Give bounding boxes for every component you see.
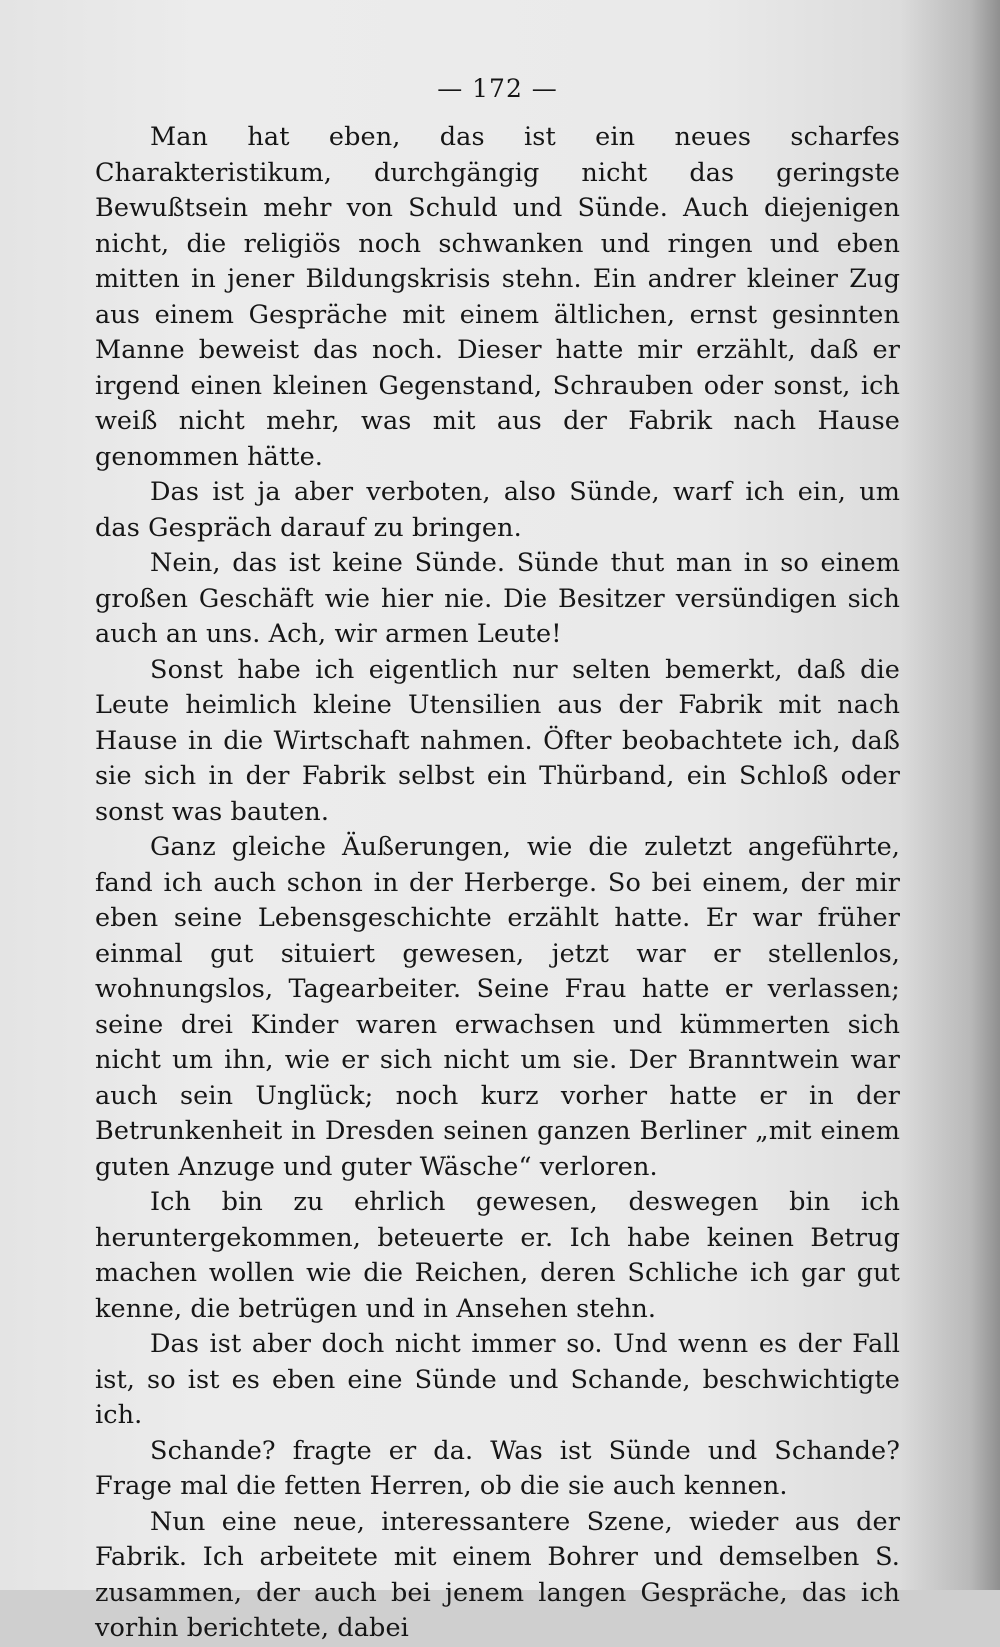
page-number: — 172 —	[437, 74, 558, 103]
paragraph-5: Ganz gleiche Äußerungen, wie die zuletzt angeführte, fand ich auch schon in der Herberge. So bei einem, der mir eben seine Lebensgeschichte erzählt hatte. Er war früher einmal gut situiert gewesen, jetzt war er stellenlos, wohnungslos, Tagearbeiter. Seine Frau hatte er verlassen; seine drei Kinder waren erwachsen und kümmerten sich nicht um ihn, wie er sich nicht um sie. Der Branntwein war auch sein Unglück; noch kurz vorher hatte er in der Betrunkenheit in Dresden seinen ganzen Berliner „mit einem guten Anzuge und guter Wäsche“ verloren.	[95, 832, 900, 1182]
paragraph-1: Man hat eben, das ist ein neues scharfes Charakteristikum, durchgängig nicht das geringste Bewußtsein mehr von Schuld und Sünde. Auch diejenigen nicht, die religiös noch schwanken und ringen und eben mitten in jener Bildungskrisis stehn. Ein andrer kleiner Zug aus einem Gespräche mit einem ältlichen, ernst gesinnten Manne beweist das noch. Dieser hatte mir erzählt, daß er irgend einen kleinen Gegenstand, Schrauben oder sonst, ich weiß nicht mehr, was mit aus der Fabrik nach Hause genommen hätte.	[95, 122, 900, 472]
paragraph-3: Nein, das ist keine Sünde. Sünde thut man in so einem großen Geschäft wie hier nie. Die Besitzer versündigen sich auch an uns. Ach, wir armen Leute!	[95, 548, 900, 649]
paragraph-8: Schande? fragte er da. Was ist Sünde und Schande? Frage mal die fetten Herren, ob die sie auch kennen.	[95, 1435, 900, 1501]
paragraph-6: Ich bin zu ehrlich gewesen, deswegen bin ich heruntergekommen, beteuerte er. Ich habe keinen Betrug machen wollen wie die Reichen, deren Schliche ich gar gut kenne, die betrügen und in Ansehen stehn.	[95, 1187, 900, 1324]
paragraph-4: Sonst habe ich eigentlich nur selten bemerkt, daß die Leute heimlich kleine Utensilien aus der Fabrik mit nach Hause in die Wirtschaft nahmen. Öfter beobachtete ich, daß sie sich in der Fabrik selbst ein Thürband, ein Schloß oder sonst was bauten.	[95, 654, 900, 827]
paragraph-7: Das ist aber doch nicht immer so. Und wenn es der Fall ist, so ist es eben eine Sünde und Schande, beschwichtigte ich.	[95, 1329, 900, 1430]
paragraph-9: Nun eine neue, interessantere Szene, wieder aus der Fabrik. Ich arbeitete mit einem Bohrer und demselben S. zusammen, der auch bei jenem langen Gespräche, das ich vorhin berichtete, dabei	[95, 1506, 900, 1643]
paragraph-2: Das ist ja aber verboten, also Sünde, warf ich ein, um das Gespräch darauf zu bringen.	[95, 477, 900, 543]
